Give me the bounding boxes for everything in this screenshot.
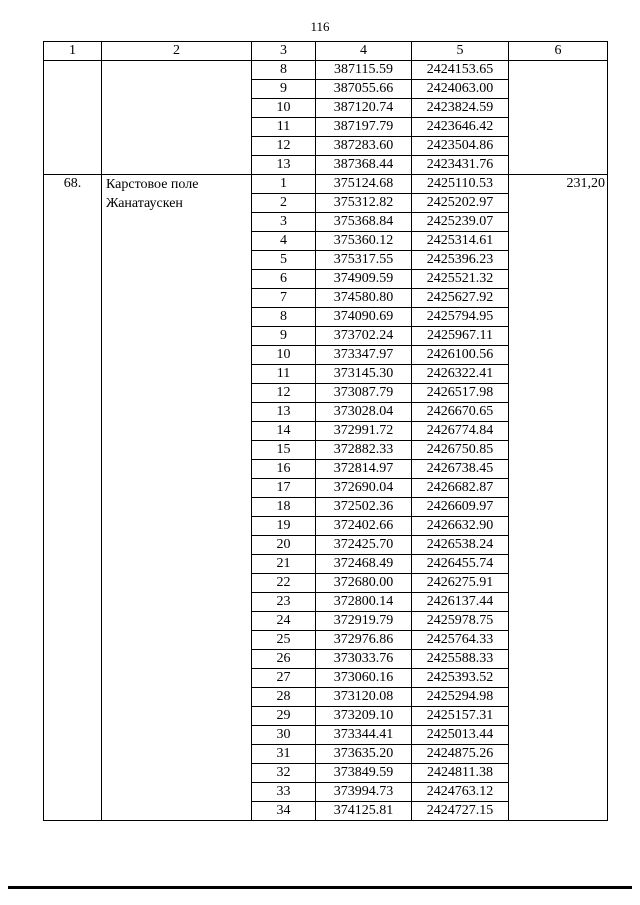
x-coordinate-cell: 373344.41 (316, 726, 412, 745)
y-coordinate-cell: 2426455.74 (412, 555, 509, 574)
y-coordinate-cell: 2425396.23 (412, 251, 509, 270)
x-coordinate-cell: 387120.74 (316, 99, 412, 118)
point-number-cell: 31 (252, 745, 316, 764)
x-coordinate-cell: 372425.70 (316, 536, 412, 555)
point-number-cell: 34 (252, 802, 316, 821)
point-number-cell: 5 (252, 251, 316, 270)
y-coordinate-cell: 2423431.76 (412, 156, 509, 175)
point-number-cell: 2 (252, 194, 316, 213)
point-number-cell: 27 (252, 669, 316, 688)
y-coordinate-cell: 2426137.44 (412, 593, 509, 612)
y-coordinate-cell: 2423646.42 (412, 118, 509, 137)
x-coordinate-cell: 372976.86 (316, 631, 412, 650)
point-number-cell: 26 (252, 650, 316, 669)
point-number-cell: 7 (252, 289, 316, 308)
x-coordinate-cell: 387368.44 (316, 156, 412, 175)
y-coordinate-cell: 2425013.44 (412, 726, 509, 745)
entry-number: 68. (44, 175, 102, 821)
point-number-cell: 10 (252, 346, 316, 365)
point-number-cell: 14 (252, 422, 316, 441)
y-coordinate-cell: 2426632.90 (412, 517, 509, 536)
header-cell: 6 (509, 42, 608, 61)
cont-number-cell (44, 61, 102, 175)
y-coordinate-cell: 2426738.45 (412, 460, 509, 479)
y-coordinate-cell: 2425202.97 (412, 194, 509, 213)
x-coordinate-cell: 374090.69 (316, 308, 412, 327)
point-number-cell: 15 (252, 441, 316, 460)
y-coordinate-cell: 2424763.12 (412, 783, 509, 802)
x-coordinate-cell: 374909.59 (316, 270, 412, 289)
x-coordinate-cell: 373849.59 (316, 764, 412, 783)
cont-name-cell (102, 61, 252, 175)
page-number: 116 (310, 19, 330, 34)
y-coordinate-cell: 2425588.33 (412, 650, 509, 669)
y-coordinate-cell: 2424063.00 (412, 80, 509, 99)
x-coordinate-cell: 387055.66 (316, 80, 412, 99)
point-number-cell: 9 (252, 327, 316, 346)
x-coordinate-cell: 372814.97 (316, 460, 412, 479)
x-coordinate-cell: 372919.79 (316, 612, 412, 631)
point-number-cell: 33 (252, 783, 316, 802)
point-number-cell: 28 (252, 688, 316, 707)
point-number-cell: 20 (252, 536, 316, 555)
point-number-cell: 17 (252, 479, 316, 498)
cont-area-cell (509, 61, 608, 175)
x-coordinate-cell: 375368.84 (316, 213, 412, 232)
y-coordinate-cell: 2426538.24 (412, 536, 509, 555)
point-number-cell: 11 (252, 118, 316, 137)
y-coordinate-cell: 2426670.65 (412, 403, 509, 422)
y-coordinate-cell: 2426275.91 (412, 574, 509, 593)
x-coordinate-cell: 373087.79 (316, 384, 412, 403)
y-coordinate-cell: 2425294.98 (412, 688, 509, 707)
x-coordinate-cell: 387115.59 (316, 61, 412, 80)
point-number-cell: 13 (252, 156, 316, 175)
y-coordinate-cell: 2426750.85 (412, 441, 509, 460)
x-coordinate-cell: 375312.82 (316, 194, 412, 213)
point-number-cell: 13 (252, 403, 316, 422)
y-coordinate-cell: 2425110.53 (412, 175, 509, 194)
y-coordinate-cell: 2425157.31 (412, 707, 509, 726)
x-coordinate-cell: 374125.81 (316, 802, 412, 821)
x-coordinate-cell: 372800.14 (316, 593, 412, 612)
table-row (44, 175, 608, 194)
point-number-cell: 22 (252, 574, 316, 593)
point-number-cell: 29 (252, 707, 316, 726)
x-coordinate-cell: 373994.73 (316, 783, 412, 802)
x-coordinate-cell: 387197.79 (316, 118, 412, 137)
point-number-cell: 12 (252, 137, 316, 156)
y-coordinate-cell: 2424875.26 (412, 745, 509, 764)
point-number-cell: 16 (252, 460, 316, 479)
x-coordinate-cell: 373702.24 (316, 327, 412, 346)
point-number-cell: 18 (252, 498, 316, 517)
y-coordinate-cell: 2425314.61 (412, 232, 509, 251)
x-coordinate-cell: 372502.36 (316, 498, 412, 517)
x-coordinate-cell: 375360.12 (316, 232, 412, 251)
point-number-cell: 32 (252, 764, 316, 783)
y-coordinate-cell: 2423824.59 (412, 99, 509, 118)
footer-rule (8, 886, 632, 889)
y-coordinate-cell: 2425521.32 (412, 270, 509, 289)
point-number-cell: 4 (252, 232, 316, 251)
point-number-cell: 24 (252, 612, 316, 631)
point-number-cell: 1 (252, 175, 316, 194)
y-coordinate-cell: 2425393.52 (412, 669, 509, 688)
x-coordinate-cell: 373209.10 (316, 707, 412, 726)
x-coordinate-cell: 372882.33 (316, 441, 412, 460)
x-coordinate-cell: 372991.72 (316, 422, 412, 441)
y-coordinate-cell: 2424727.15 (412, 802, 509, 821)
point-number-cell: 10 (252, 99, 316, 118)
x-coordinate-cell: 387283.60 (316, 137, 412, 156)
y-coordinate-cell: 2425627.92 (412, 289, 509, 308)
table-row (44, 61, 608, 80)
x-coordinate-cell: 375317.55 (316, 251, 412, 270)
point-number-cell: 3 (252, 213, 316, 232)
y-coordinate-cell: 2425764.33 (412, 631, 509, 650)
point-number-cell: 8 (252, 61, 316, 80)
y-coordinate-cell: 2426100.56 (412, 346, 509, 365)
y-coordinate-cell: 2426682.87 (412, 479, 509, 498)
x-coordinate-cell: 373635.20 (316, 745, 412, 764)
point-number-cell: 25 (252, 631, 316, 650)
point-number-cell: 9 (252, 80, 316, 99)
x-coordinate-cell: 372690.04 (316, 479, 412, 498)
point-number-cell: 30 (252, 726, 316, 745)
entry-area: 231,20 (509, 175, 608, 821)
coordinates-table (43, 41, 608, 821)
y-coordinate-cell: 2426609.97 (412, 498, 509, 517)
y-coordinate-cell: 2426774.84 (412, 422, 509, 441)
y-coordinate-cell: 2424811.38 (412, 764, 509, 783)
entry-name: Карстовое поле Жанатаускен (102, 175, 252, 821)
y-coordinate-cell: 2424153.65 (412, 61, 509, 80)
x-coordinate-cell: 373120.08 (316, 688, 412, 707)
y-coordinate-cell: 2423504.86 (412, 137, 509, 156)
x-coordinate-cell: 373145.30 (316, 365, 412, 384)
y-coordinate-cell: 2425978.75 (412, 612, 509, 631)
point-number-cell: 23 (252, 593, 316, 612)
point-number-cell: 8 (252, 308, 316, 327)
point-number-cell: 12 (252, 384, 316, 403)
point-number-cell: 11 (252, 365, 316, 384)
header-cell: 3 (252, 42, 316, 61)
x-coordinate-cell: 373033.76 (316, 650, 412, 669)
y-coordinate-cell: 2426322.41 (412, 365, 509, 384)
x-coordinate-cell: 375124.68 (316, 175, 412, 194)
x-coordinate-cell: 374580.80 (316, 289, 412, 308)
header-cell: 2 (102, 42, 252, 61)
y-coordinate-cell: 2426517.98 (412, 384, 509, 403)
header-cell: 1 (44, 42, 102, 61)
x-coordinate-cell: 373060.16 (316, 669, 412, 688)
x-coordinate-cell: 373028.04 (316, 403, 412, 422)
y-coordinate-cell: 2425239.07 (412, 213, 509, 232)
x-coordinate-cell: 372680.00 (316, 574, 412, 593)
y-coordinate-cell: 2425794.95 (412, 308, 509, 327)
header-cell: 4 (316, 42, 412, 61)
point-number-cell: 19 (252, 517, 316, 536)
point-number-cell: 21 (252, 555, 316, 574)
x-coordinate-cell: 373347.97 (316, 346, 412, 365)
point-number-cell: 6 (252, 270, 316, 289)
x-coordinate-cell: 372468.49 (316, 555, 412, 574)
header-row (44, 42, 608, 61)
y-coordinate-cell: 2425967.11 (412, 327, 509, 346)
header-cell: 5 (412, 42, 509, 61)
x-coordinate-cell: 372402.66 (316, 517, 412, 536)
